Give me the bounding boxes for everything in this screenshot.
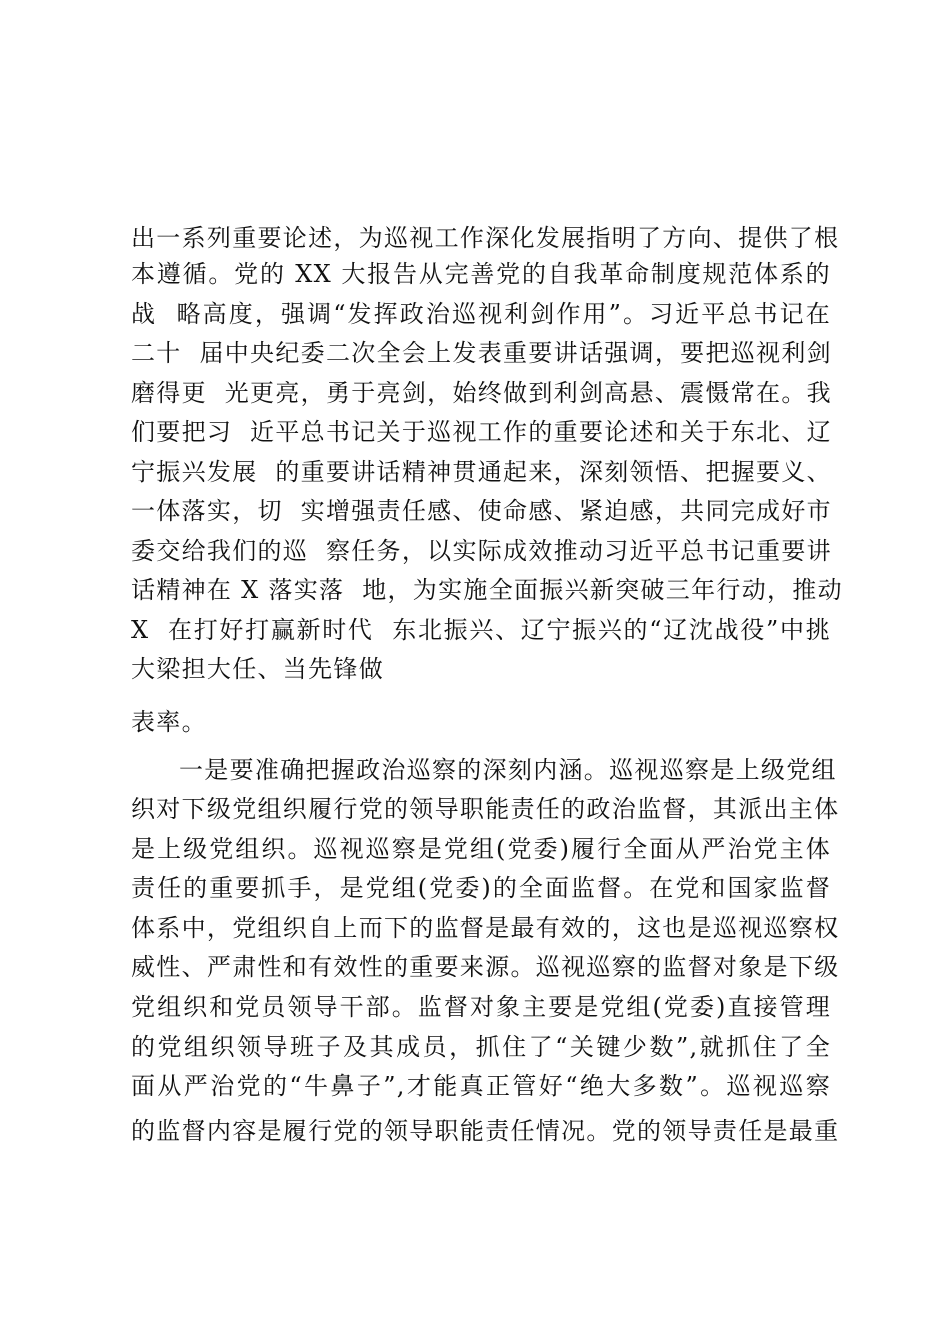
body-text-line: 战 略高度，强调“发挥政治巡视利剑作用”。习近平总书记在 <box>131 300 831 328</box>
body-text-line: 委交给我们的巡 察任务，以实际成效推动习近平总书记重要讲 <box>131 537 832 565</box>
body-text-line: X 在打好打赢新时代 东北振兴、辽宁振兴的“辽沈战役”中挑 <box>131 616 831 644</box>
paragraph-first-line: 一是要准确把握政治巡察的深刻内涵。巡视巡察是上级党组 <box>179 756 837 784</box>
body-text-line: 党组织和党员领导干部。监督对象主要是党组(党委)直接管理 <box>131 993 831 1021</box>
body-text-line: 威性、严肃性和有效性的重要来源。巡视巡察的监督对象是下级 <box>131 953 840 981</box>
body-text-line: 话精神在 X 落实落 地，为实施全面振兴新突破三年行动，推动 <box>131 576 843 604</box>
body-text-line: 表率。 <box>131 708 207 736</box>
body-text-line: 织对下级党组织履行党的领导职能责任的政治监督，其派出主体 <box>131 795 840 823</box>
body-text-line: 一体落实，切 实增强责任感、使命感、紧迫感，共同完成好市 <box>131 497 832 525</box>
body-text-line: 二十 届中央纪委二次全会上发表重要讲话强调，要把巡视利剑 <box>131 339 832 367</box>
body-text-line: 们要把习 近平总书记关于巡视工作的重要论述和关于东北、辽 <box>131 418 832 446</box>
body-text-line: 出一系列重要论述，为巡视工作深化发展指明了方向、提供了根 <box>131 224 840 252</box>
body-text-line: 的监督内容是履行党的领导职能责任情况。党的领导责任是最重 <box>131 1117 840 1145</box>
body-text-line: 体系中，党组织自上而下的监督是最有效的，这也是巡视巡察权 <box>131 914 840 942</box>
body-text-line: 大梁担大任、当先锋做 <box>131 655 384 683</box>
body-text-line: 是上级党组织。巡视巡察是党组(党委)履行全面从严治党主体 <box>131 835 831 863</box>
body-text-line: 面从严治党的“牛鼻子”,才能真正管好“绝大多数”。巡视巡察 <box>131 1072 831 1100</box>
body-text-line: 的党组织领导班子及其成员，抓住了“关键少数”,就抓住了全 <box>131 1033 831 1061</box>
body-text-line: 磨得更 光更亮，勇于亮剑，始终做到利剑高悬、震慑常在。我 <box>131 379 832 407</box>
body-text-line: 宁振兴发展 的重要讲话精神贯通起来，深刻领悟、把握要义、 <box>131 458 832 486</box>
body-text-line: 责任的重要抓手，是党组(党委)的全面监督。在党和国家监督 <box>131 874 831 902</box>
body-text-line: 本遵循。党的 XX 大报告从完善党的自我革命制度规范体系的 <box>131 260 831 288</box>
